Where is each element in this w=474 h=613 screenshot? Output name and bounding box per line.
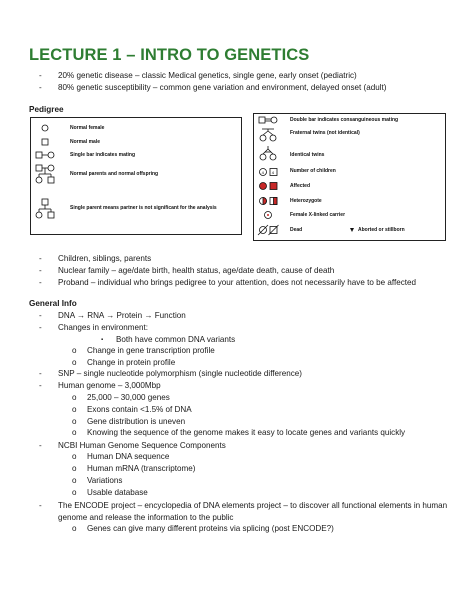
circle-bullet: o — [72, 488, 77, 497]
circle-bullet: o — [72, 358, 77, 367]
x-linked-carrier-symbol — [265, 212, 272, 219]
legend-label: Normal male — [70, 139, 101, 145]
legend-label: Double bar indicates consanguineous mating — [290, 117, 399, 123]
pedigree-note: Children, siblings, parents — [58, 254, 152, 263]
bullet-dash: - — [39, 266, 42, 275]
dna-flow-line: DNA → RNA → Protein → Function — [58, 311, 186, 320]
bullet-dash: - — [39, 501, 42, 510]
bullet-dash: - — [39, 278, 42, 287]
fraternal-twins-symbol — [260, 129, 276, 141]
bullet-dash: - — [39, 311, 42, 320]
ncbi-line: NCBI Human Genome Sequence Components — [58, 441, 226, 450]
environment-item: Change in gene transcription profile — [87, 346, 215, 355]
pedigree-note: Nuclear family – age/date birth, health status, age/date death, cause of death — [58, 266, 335, 275]
legend-label: Normal female — [70, 125, 105, 131]
circle-bullet: o — [72, 524, 77, 533]
general-info-heading: General Info — [29, 299, 77, 308]
legend-label: Aborted or stillborn — [358, 227, 405, 233]
ncbi-item: Human mRNA (transcriptome) — [87, 464, 196, 473]
pedigree-legend-right — [253, 113, 446, 241]
pedigree-legend-left — [30, 117, 242, 235]
genome-item: Exons contain <1.5% of DNA — [87, 405, 192, 414]
circle-bullet: o — [72, 428, 77, 437]
square-bullet: ▪ — [101, 337, 104, 343]
circle-bullet: o — [72, 393, 77, 402]
genome-item: Gene distribution is uneven — [87, 417, 186, 426]
legend-label: Female X-linked carrier — [290, 212, 346, 218]
ncbi-item: Human DNA sequence — [87, 452, 170, 461]
genome-item: 25,000 – 30,000 genes — [87, 393, 170, 402]
encode-line: The ENCODE project – encyclopedia of DNA elements project – to discover all functional elements in human — [58, 501, 448, 510]
circle-bullet: o — [72, 417, 77, 426]
legend-label: Dead — [290, 227, 303, 233]
circle-bullet: o — [72, 476, 77, 485]
snp-line: SNP – single nucleotide polymorphism (single nucleotide difference) — [58, 369, 302, 378]
single-parent-symbol — [36, 199, 54, 218]
family-symbol — [36, 165, 54, 183]
pedigree-heading: Pedigree — [29, 105, 64, 114]
intro-line-1: 20% genetic disease – classic Medical genetics, single gene, early onset (pediatric) — [58, 71, 357, 80]
legend-label: Single parent means partner is not significant for the analysis — [70, 205, 217, 211]
identical-twins-symbol — [260, 146, 276, 160]
encode-subitem: Genes can give many different proteins via splicing (post ENCODE?) — [87, 524, 334, 533]
encode-line-continued: genome and release the information to the public — [58, 513, 234, 522]
genome-line: Human genome – 3,000Mbp — [58, 381, 161, 390]
legend-label: Number of children — [290, 168, 336, 174]
bullet-dash: - — [39, 71, 42, 80]
environment-line: Changes in environment: — [58, 323, 148, 332]
number-of-children-glyph: 4 — [271, 170, 274, 175]
pedigree-note: Proband – individual who brings pedigree to your attention, does not necessarily have to be affected — [58, 278, 417, 287]
mating-symbol — [36, 152, 54, 158]
female-symbol — [42, 125, 48, 131]
heterozygote-symbol — [260, 198, 278, 205]
consanguineous-mating-symbol — [259, 117, 277, 123]
environment-subline: Both have common DNA variants — [116, 335, 236, 344]
bullet-dash: - — [39, 83, 42, 92]
male-symbol — [42, 139, 48, 145]
bullet-dash: - — [39, 369, 42, 378]
circle-bullet: o — [72, 405, 77, 414]
bullet-dash: - — [39, 323, 42, 332]
environment-item: Change in protein profile — [87, 358, 176, 367]
bullet-dash: - — [39, 381, 42, 390]
circle-bullet: o — [72, 452, 77, 461]
lecture-title: LECTURE 1 – INTRO TO GENETICS — [29, 46, 310, 64]
legend-label: Identical twins — [290, 152, 325, 158]
intro-line-2: 80% genetic susceptibility – common gene variation and environment, delayed onset (adult) — [58, 83, 387, 92]
dead-symbol — [258, 225, 279, 235]
legend-label: Affected — [290, 183, 311, 189]
circle-bullet: o — [72, 346, 77, 355]
ncbi-item: Usable database — [87, 488, 148, 497]
affected-symbol — [260, 183, 278, 190]
legend-label: Fraternal twins (not identical) — [290, 130, 360, 136]
ncbi-item: Variations — [87, 476, 123, 485]
legend-label: Normal parents and normal offspring — [70, 171, 159, 177]
genome-item: Knowing the sequence of the genome makes it easy to locate genes and variants quickly — [87, 428, 406, 437]
aborted-stillborn-symbol — [350, 228, 354, 232]
circle-bullet: o — [72, 464, 77, 473]
number-of-children-glyph: 4 — [261, 170, 264, 175]
legend-label: Single bar indicates mating — [70, 152, 136, 158]
bullet-dash: - — [39, 254, 42, 263]
legend-label: Heterozygote — [290, 198, 322, 204]
bullet-dash: - — [39, 441, 42, 450]
